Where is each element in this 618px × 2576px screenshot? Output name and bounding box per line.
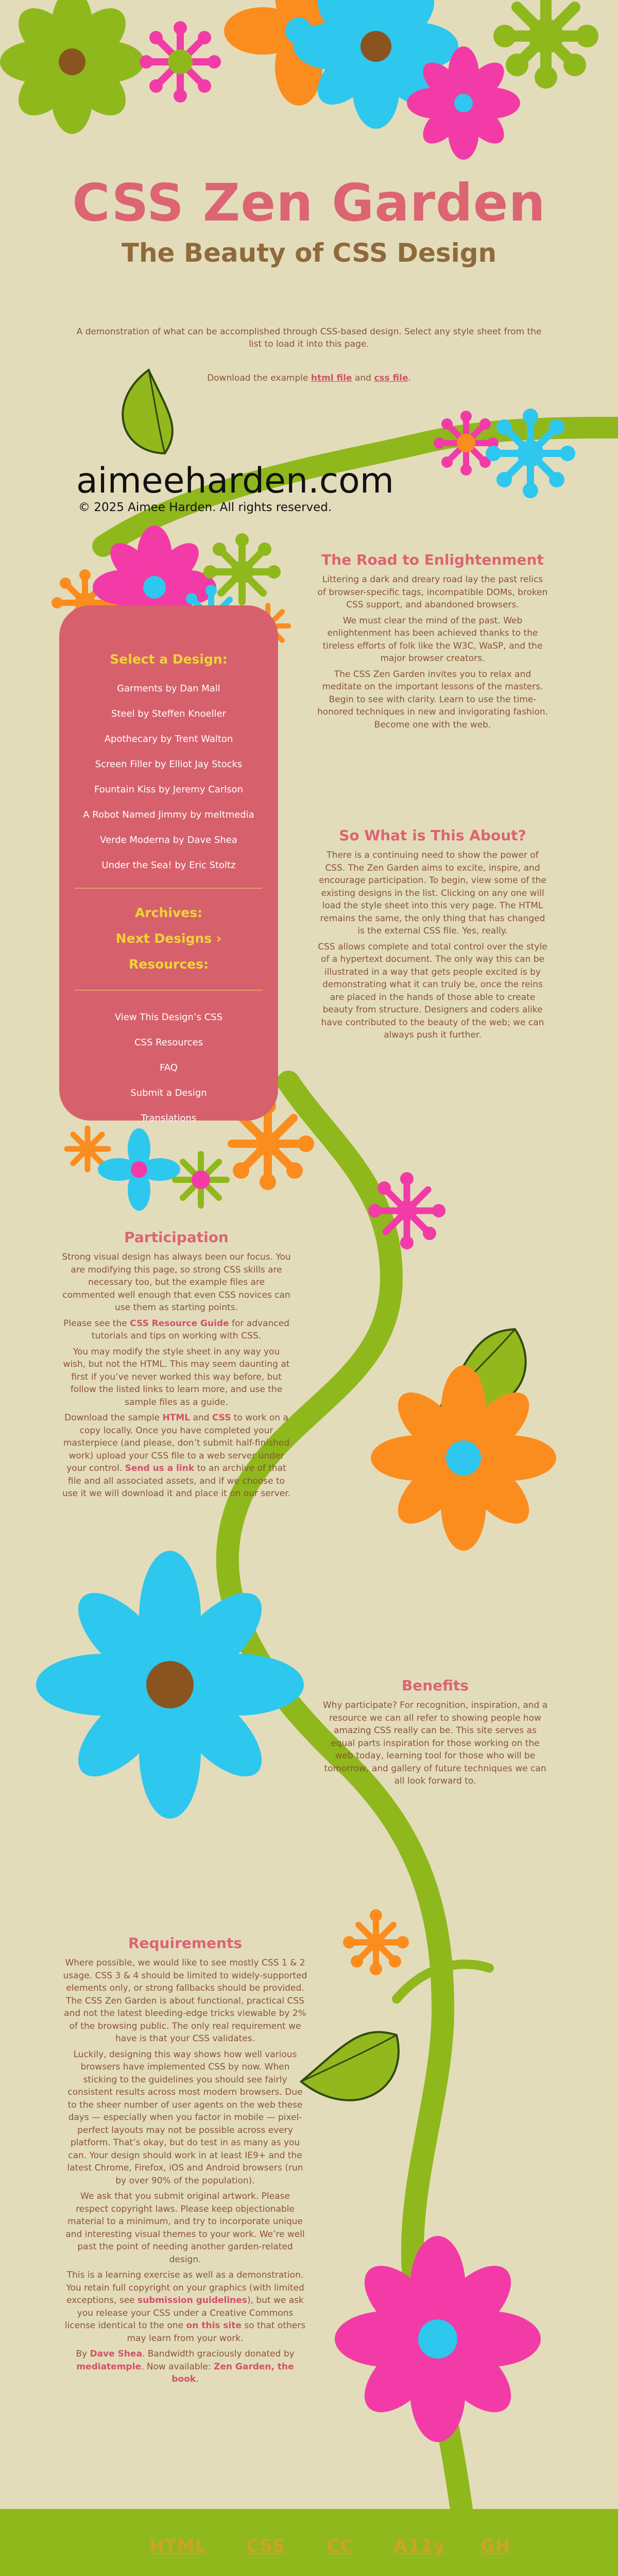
design-name[interactable]: Verde Moderna: [100, 835, 170, 845]
design-name[interactable]: Fountain Kiss: [94, 784, 156, 795]
sample-css-link[interactable]: CSS: [212, 1413, 231, 1423]
flower-vine-magenta: [434, 411, 499, 476]
css-resource-guide-link[interactable]: CSS Resource Guide: [130, 1318, 229, 1329]
footer-link-cc[interactable]: CC: [327, 2536, 354, 2556]
design-author[interactable]: meltmedia: [204, 809, 254, 820]
sidebar-divider: [75, 888, 263, 889]
on-this-site-link[interactable]: on this site: [186, 2320, 242, 2331]
section-heading: Participation: [124, 1229, 229, 1246]
send-link[interactable]: Send us a link: [125, 1463, 195, 1473]
flower-big-magenta: [335, 2236, 541, 2442]
section-paragraph: Luckily, designing this way shows how well various browsers have implemented CSS by now. When sticking to the guidelines you should see fairly consistent results across most modern browsers. Due to the sheer number of user agents on the web these days — especially when you factor in mobile — pixel-perfect layouts may not be possible across every platform. That’s okay, but do test in as many as you can. Your design should work in at least IE9+ and the latest Chrome, Firefox, iOS and Android browsers (run by over 90% of the population).: [67, 2049, 303, 2186]
design-item[interactable]: [59, 679, 278, 704]
resources-heading: Resources:: [128, 957, 209, 972]
section-paragraph: We must clear the mind of the past. Web enlightenment has been achieved thanks to the tireless efforts of folk like the W3C, WaSP, and the major browser creators.: [322, 615, 543, 664]
flower-small-orange: [343, 1909, 409, 1975]
design-by: by: [170, 835, 187, 845]
next-designs-link[interactable]: Next Designs ›: [115, 931, 222, 946]
text-run: Please see the: [63, 1318, 130, 1329]
submission-guidelines-link[interactable]: submission guidelines: [138, 2295, 247, 2306]
design-item[interactable]: [59, 729, 278, 754]
section-paragraph: [62, 1412, 291, 1500]
section-heading: So What is This About?: [339, 827, 526, 844]
text-run: . Now available:: [141, 2361, 214, 2372]
text-run: By: [76, 2349, 90, 2359]
section-paragraph: There is a continuing need to show the power of CSS. The Zen Garden aims to excite, inspire, and encourage participation. To begin, view some of the existing designs in the list. Clicking on any one will load the style sheet into this very page. The HTML remains the same, the only thing that has changed is the external CSS file. Yes, really.: [319, 850, 546, 936]
flower-top-green-right: [493, 0, 598, 89]
intro-summary: A demonstration of what can be accomplished through CSS-based design. Select any style sheet from the list to load it into this page.: [76, 327, 542, 349]
text-run: and: [190, 1413, 212, 1423]
intro-download: [72, 372, 546, 384]
flower-top-green: [0, 0, 144, 134]
resource-item[interactable]: CSS Resources: [134, 1037, 203, 1048]
section-paragraph: We ask that you submit original artwork. Please respect copyright laws. Please keep objectionable material to a minimum, and try to incorporate unique and interesting visual themes to your work. We’re well past the point of needing another garden-related design.: [65, 2191, 305, 2265]
text-run: . Bandwidth graciously donated by: [142, 2349, 295, 2359]
section-paragraph: The CSS Zen Garden invites you to relax and meditate on the important lessons of the masters. Begin to see with clarity. Learn to use the time-honored techniques in new and invigorating fashion. Become one with the web.: [317, 669, 548, 730]
design-author[interactable]: Steffen Knoeller: [152, 708, 227, 719]
section-heading: Requirements: [128, 1935, 243, 1952]
section-about: [317, 827, 548, 1045]
download-suffix: .: [408, 373, 411, 383]
design-by: by: [134, 708, 152, 719]
text-run: to an archive of that file and all associated assets, and if we choose to use it we will download it and place it on our server.: [62, 1463, 291, 1499]
design-sidebar: [59, 605, 278, 1124]
section-road: [317, 551, 548, 734]
design-name[interactable]: Garments: [117, 683, 163, 694]
design-item[interactable]: [59, 704, 278, 729]
design-name[interactable]: Steel: [111, 708, 135, 719]
section-benefits: [322, 1677, 548, 1791]
resource-item[interactable]: Submit a Design: [130, 1088, 207, 1098]
sample-html-link[interactable]: HTML: [162, 1413, 191, 1423]
design-list: [59, 679, 278, 880]
text-run: for advanced tutorials and tips on working with CSS.: [91, 1318, 289, 1341]
resource-item[interactable]: View This Design’s CSS: [114, 1012, 223, 1023]
section-paragraph: [63, 2269, 307, 2345]
section-paragraph: Where possible, we would like to see mostly CSS 1 & 2 usage. CSS 3 & 4 should be limited to widely-supported elements only, or strong fallbacks should be provided. The CSS Zen Garden is about functional, practical CSS and not the latest bleeding-edge tricks viewable by 2% of the browsing public. The only real requirement we have is that your CSS validates.: [63, 1958, 307, 2044]
section-paragraph: [62, 1317, 291, 1343]
design-author[interactable]: Elliot Jay Stocks: [169, 759, 243, 770]
section-heading: Benefits: [401, 1677, 469, 1694]
design-by: by: [157, 734, 175, 744]
footer-link-gh[interactable]: GH: [480, 2536, 511, 2556]
mediatemple-link[interactable]: mediatemple: [76, 2361, 141, 2372]
design-item[interactable]: [59, 805, 278, 830]
design-by: by: [187, 809, 205, 820]
footer-link-css[interactable]: CSS: [246, 2536, 286, 2556]
section-paragraph: You may modify the style sheet in any way you wish, but not the HTML. This may seem daunting at first if you’ve never worked this way before, but follow the listed links to learn more, and use the sample files as a guide.: [63, 1346, 290, 1408]
design-author[interactable]: Dan Mall: [180, 683, 220, 694]
design-author[interactable]: Jeremy Carlson: [173, 784, 244, 795]
section-heading: The Road to Enlightenment: [321, 551, 544, 568]
design-item[interactable]: [59, 779, 278, 805]
design-by: by: [151, 759, 169, 770]
page-title: CSS Zen Garden: [72, 173, 546, 233]
footer: [0, 2509, 618, 2576]
text-run: so that others may learn from your work.: [127, 2320, 306, 2344]
design-name[interactable]: A Robot Named Jimmy: [83, 809, 187, 820]
and-text: and: [352, 373, 374, 383]
design-author[interactable]: Trent Walton: [175, 734, 233, 744]
brand-name: aimeeharden.com: [76, 461, 394, 501]
footer-link-html[interactable]: HTML: [149, 2536, 207, 2556]
text-run: This is a learning exercise as well as a demonstration. You retain full copyright on your graphics (with limited exceptions, see: [66, 2270, 304, 2306]
sidebar-divider: [75, 990, 263, 991]
design-by: by: [171, 860, 190, 871]
resources-list: [59, 1007, 278, 1133]
download-prefix: Download the example: [207, 373, 311, 383]
design-item[interactable]: [59, 754, 278, 779]
resource-item[interactable]: FAQ: [160, 1062, 178, 1073]
section-paragraph: Why participate? For recognition, inspiration, and a resource we can all refer to showing people how amazing CSS really can be. This site serves as equal parts inspiration for those working on the web today, learning tool for those who will be tomorrow, and gallery of future techniques we can all look forward to.: [322, 1700, 548, 1786]
flower-vine-blue: [486, 409, 575, 498]
design-name[interactable]: Apothecary: [104, 734, 158, 744]
section-paragraph: CSS allows complete and total control over the style of a hypertext document. The only way this can be illustrated in a way that gets people excited is by demonstrating what it can truly be, once the reins are placed in the hands of those able to create beauty from structure. Designers and coders alike have contributed to the beauty of the web; we can always push it further.: [318, 941, 547, 1040]
html-file-link[interactable]: html file: [311, 373, 352, 383]
design-name[interactable]: Screen Filler: [95, 759, 152, 770]
select-design-heading: Select a Design:: [110, 652, 228, 667]
text-run: to work on a copy locally. Once you have completed your masterpiece (and please, don’t submit half-finished work) upload your CSS file to a web server under your control.: [63, 1413, 290, 1473]
footer-link-a11y[interactable]: A11y: [394, 2536, 445, 2556]
flower-big-orange: [371, 1365, 556, 1551]
section-paragraph: [63, 2348, 307, 2386]
section-paragraph: Strong visual design has always been our focus. You are modifying this page, so strong CSS skills are necessary too, but the example files are commented well enough that even CSS novices can use them as starting points.: [62, 1252, 291, 1313]
design-by: by: [162, 683, 180, 694]
design-name[interactable]: Under the Sea!: [101, 860, 172, 871]
design-item[interactable]: [59, 855, 278, 880]
dave-shea-link[interactable]: Dave Shea: [90, 2349, 142, 2359]
flower-top-magenta-left: [140, 21, 221, 103]
page-subtitle: The Beauty of CSS Design: [121, 238, 497, 268]
zen-garden-book-link[interactable]: Zen Garden, the book: [171, 2361, 294, 2384]
brand-watermark: [76, 461, 437, 514]
section-participation: [62, 1229, 291, 1503]
leaf-3: [301, 2015, 417, 2126]
archives-heading: Archives:: [135, 905, 202, 920]
text-run: .: [196, 2374, 199, 2384]
section-requirements: [63, 1935, 307, 2389]
text-run: Download the sample: [64, 1413, 163, 1423]
text-run: ), but we ask you release your CSS under a Creative Commons license identical to the one: [64, 2295, 304, 2331]
flower-big-blue: [36, 1551, 304, 1819]
section-paragraph: Littering a dark and dreary road lay the past relics of browser-specific tags, incompatible DOMs, broken CSS support, and abandoned browsers.: [317, 574, 548, 610]
css-file-link[interactable]: css file: [374, 373, 408, 383]
design-item[interactable]: [59, 830, 278, 855]
design-by: by: [156, 784, 173, 795]
design-author[interactable]: Eric Stoltz: [189, 860, 236, 871]
brand-copyright: © 2025 Aimee Harden. All rights reserved.: [78, 501, 332, 514]
design-author[interactable]: Dave Shea: [187, 835, 237, 845]
resource-item[interactable]: Translations: [141, 1113, 197, 1124]
